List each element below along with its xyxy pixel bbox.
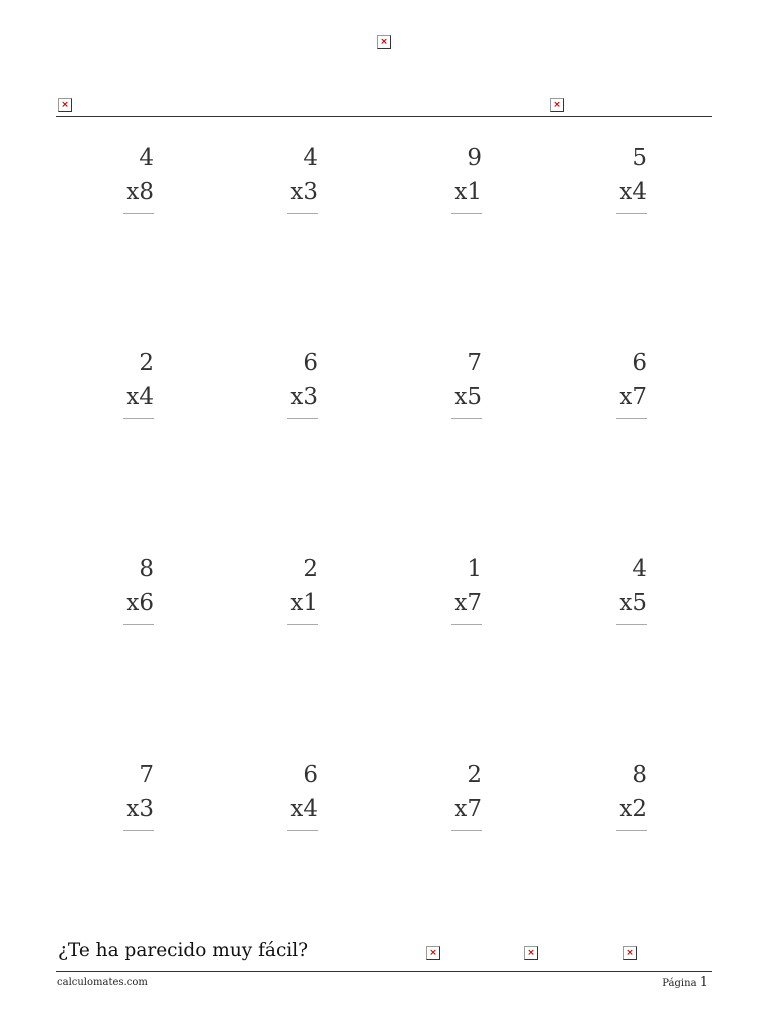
problem-9	[94, 555, 154, 635]
answer-line	[616, 624, 647, 625]
problem-7	[422, 349, 482, 429]
multiplicand: 7	[139, 762, 154, 788]
answer-line	[123, 830, 154, 831]
problem-1	[94, 144, 154, 224]
answer-line	[451, 213, 482, 214]
answer-line	[287, 830, 318, 831]
problem-13	[94, 761, 154, 841]
answer-line	[123, 624, 154, 625]
multiplicand: 5	[632, 145, 647, 171]
answer-line	[616, 213, 647, 214]
multiplicand: 6	[632, 350, 647, 376]
multiplier: x3	[290, 179, 318, 205]
multiplicand: 4	[303, 145, 318, 171]
multiplier: x5	[619, 590, 647, 616]
multiplier: x8	[126, 179, 154, 205]
multiplicand: 8	[632, 762, 647, 788]
multiplicand: 9	[467, 145, 482, 171]
answer-line	[451, 830, 482, 831]
multiplicand: 6	[303, 762, 318, 788]
multiplier: x1	[454, 179, 482, 205]
multiplier: x4	[126, 384, 154, 410]
multiplier: x7	[619, 384, 647, 410]
problem-10	[258, 555, 318, 635]
multiplier: x6	[126, 590, 154, 616]
page-number: 1	[699, 975, 708, 990]
problem-2	[258, 144, 318, 224]
multiplier: x5	[454, 384, 482, 410]
multiplier: x1	[290, 590, 318, 616]
multiplicand: 7	[467, 350, 482, 376]
multiplicand: 4	[139, 145, 154, 171]
header-logo-broken-image-icon: ×	[377, 35, 391, 49]
problem-16	[587, 761, 647, 841]
problem-6	[258, 349, 318, 429]
answer-line	[123, 418, 154, 419]
answer-line	[287, 418, 318, 419]
answer-line	[451, 418, 482, 419]
answer-line	[123, 213, 154, 214]
page-indicator	[662, 975, 708, 990]
footer-divider	[56, 971, 712, 972]
multiplicand: 6	[303, 350, 318, 376]
problem-4	[587, 144, 647, 224]
problem-14	[258, 761, 318, 841]
problem-8	[587, 349, 647, 429]
rating-easy-broken-image-icon[interactable]: ×	[426, 946, 440, 960]
rating-medium-broken-image-icon[interactable]: ×	[524, 946, 538, 960]
page-label: Página	[662, 978, 697, 989]
answer-line	[616, 418, 647, 419]
multiplicand: 8	[139, 556, 154, 582]
header-right-broken-image-icon: ×	[550, 98, 564, 112]
header-divider	[56, 116, 712, 117]
answer-line	[451, 624, 482, 625]
header-left-broken-image-icon: ×	[58, 98, 72, 112]
problem-11	[422, 555, 482, 635]
multiplicand: 2	[467, 762, 482, 788]
problem-15	[422, 761, 482, 841]
multiplicand: 4	[632, 556, 647, 582]
problem-3	[422, 144, 482, 224]
site-name: calculomates.com	[57, 977, 148, 988]
multiplier: x7	[454, 590, 482, 616]
multiplicand: 2	[303, 556, 318, 582]
multiplier: x3	[126, 796, 154, 822]
rating-hard-broken-image-icon[interactable]: ×	[623, 946, 637, 960]
problem-12	[587, 555, 647, 635]
multiplier: x3	[290, 384, 318, 410]
answer-line	[616, 830, 647, 831]
multiplier: x4	[619, 179, 647, 205]
answer-line	[287, 624, 318, 625]
answer-line	[287, 213, 318, 214]
multiplier: x2	[619, 796, 647, 822]
multiplier: x7	[454, 796, 482, 822]
problem-5	[94, 349, 154, 429]
multiplicand: 1	[467, 556, 482, 582]
multiplicand: 2	[139, 350, 154, 376]
difficulty-question: ¿Te ha parecido muy fácil?	[58, 940, 309, 961]
multiplier: x4	[290, 796, 318, 822]
